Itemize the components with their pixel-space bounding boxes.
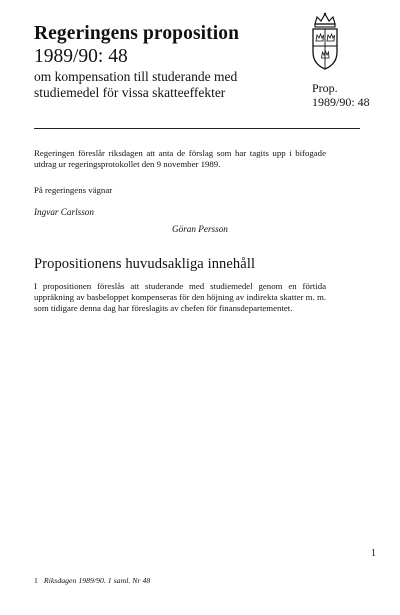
intro-paragraph: Regeringen föreslår riksdagen att anta de förslag som har tagits upp i bifogade utdrag ur regeringsprotokollet den 9 november 1989.	[34, 148, 326, 170]
signature-name-1: Ingvar Carlsson	[34, 207, 94, 217]
prop-reference	[312, 81, 370, 109]
signature-intro: På regeringens vägnar	[34, 185, 113, 195]
document-subtitle: om kompensation till studerande med studiemedel för vissa skatteeffekter	[34, 69, 238, 100]
footer-mark: 1	[34, 576, 38, 585]
page-number: 1	[371, 548, 376, 559]
section-body: I propositionen föreslås att studerande med studiemedel genom en förtida uppräkning av basbeloppet kompenseras för den höjning av indirekta skatter m. m. som tidigare denna dag har föreslagits av chefen för finansdepartementet.	[34, 281, 326, 314]
swedish-royal-emblem-icon	[307, 12, 343, 74]
footer	[34, 576, 150, 585]
document-title: Regeringens proposition	[34, 23, 240, 44]
header-divider	[34, 128, 360, 129]
prop-label: Prop.	[312, 81, 338, 95]
prop-number: 1989/90: 48	[312, 95, 370, 109]
proposition-number-title: 1989/90: 48	[34, 46, 128, 67]
footer-text: Riksdagen 1989/90. 1 saml. Nr 48	[43, 576, 151, 585]
section-heading: Propositionens huvudsakliga innehåll	[34, 256, 256, 272]
signature-name-2: Göran Persson	[172, 224, 228, 234]
